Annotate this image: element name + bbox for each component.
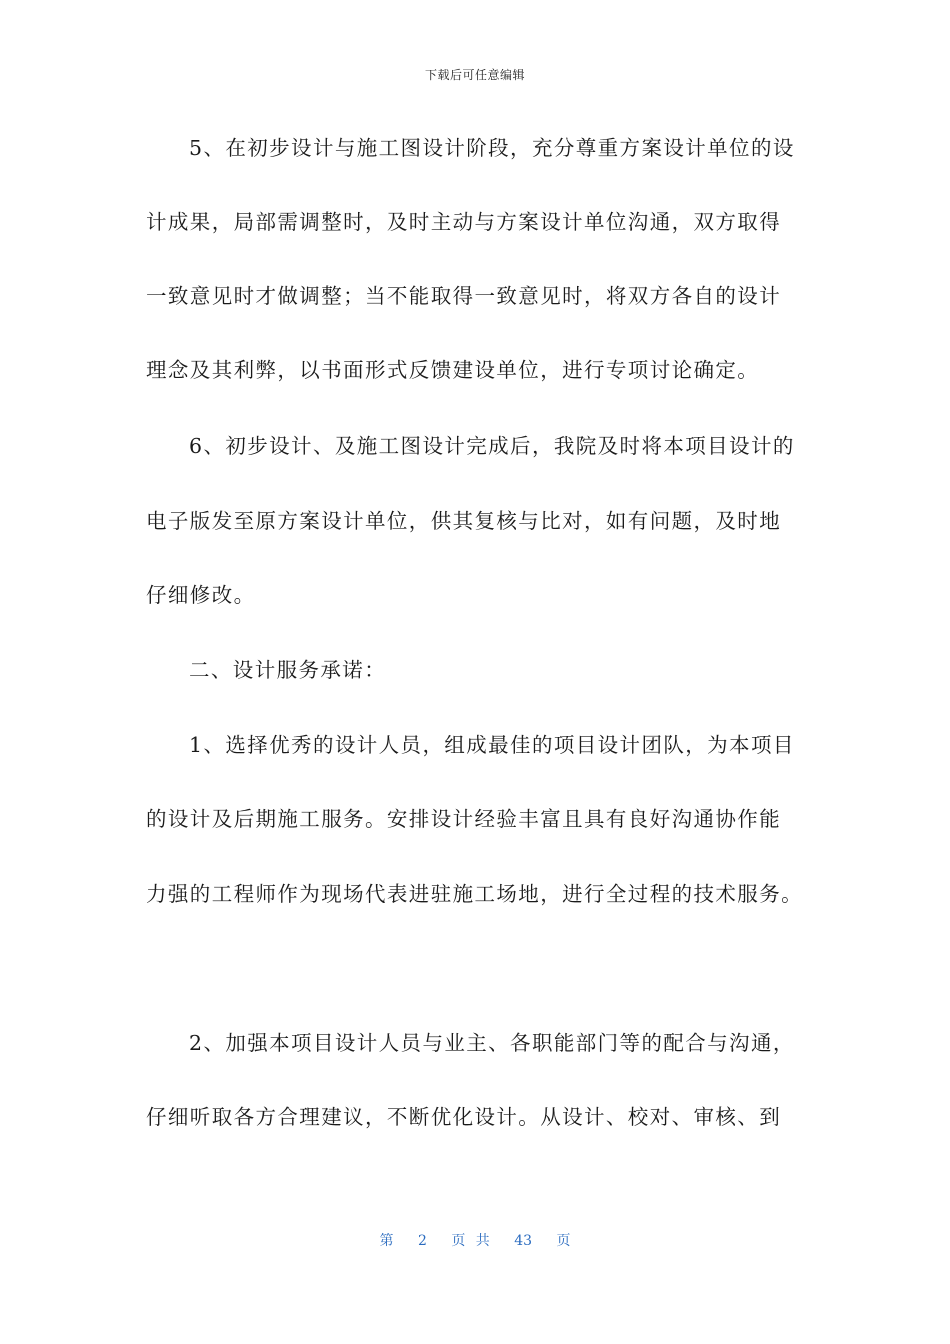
page-header: 下载后可任意编辑 bbox=[424, 68, 525, 82]
page-footer bbox=[0, 1230, 950, 1250]
page-number-suffix: 页 bbox=[556, 1233, 571, 1249]
paragraph-line: 仔细修改。 bbox=[146, 583, 256, 607]
paragraph-line: 2、加强本项目设计人员与业主、各职能部门等的配合与沟通， bbox=[189, 1031, 795, 1055]
paragraph-line: 力强的工程师作为现场代表进驻施工场地，进行全过程的技术服务。 bbox=[146, 882, 803, 906]
section-heading: 二、设计服务承诺： bbox=[189, 658, 387, 682]
page-number-total: 43 bbox=[514, 1233, 533, 1249]
paragraph-line: 5、在初步设计与施工图设计阶段，充分尊重方案设计单位的设 bbox=[189, 136, 795, 160]
paragraph-line: 6、初步设计、及施工图设计完成后，我院及时将本项目设计的 bbox=[189, 434, 795, 458]
paragraph-line: 的设计及后期施工服务。安排设计经验丰富且具有良好沟通协作能 bbox=[146, 807, 782, 831]
page-number-prefix: 第 bbox=[379, 1233, 394, 1249]
paragraph-line: 1、选择优秀的设计人员，组成最佳的项目设计团队，为本项目 bbox=[189, 733, 795, 757]
page-number-current: 2 bbox=[417, 1233, 427, 1249]
paragraph-line: 一致意见时才做调整；当不能取得一致意见时，将双方各自的设计 bbox=[146, 284, 782, 308]
paragraph-line: 计成果，局部需调整时，及时主动与方案设计单位沟通，双方取得 bbox=[146, 210, 782, 234]
paragraph-line: 仔细听取各方合理建议，不断优化设计。从设计、校对、审核、到 bbox=[146, 1105, 782, 1129]
paragraph-line: 电子版发至原方案设计单位，供其复核与比对，如有问题，及时地 bbox=[146, 509, 782, 533]
paragraph-line: 理念及其利弊，以书面形式反馈建设单位，进行专项讨论确定。 bbox=[146, 358, 760, 382]
page-number-middle: 页 共 bbox=[451, 1233, 490, 1249]
